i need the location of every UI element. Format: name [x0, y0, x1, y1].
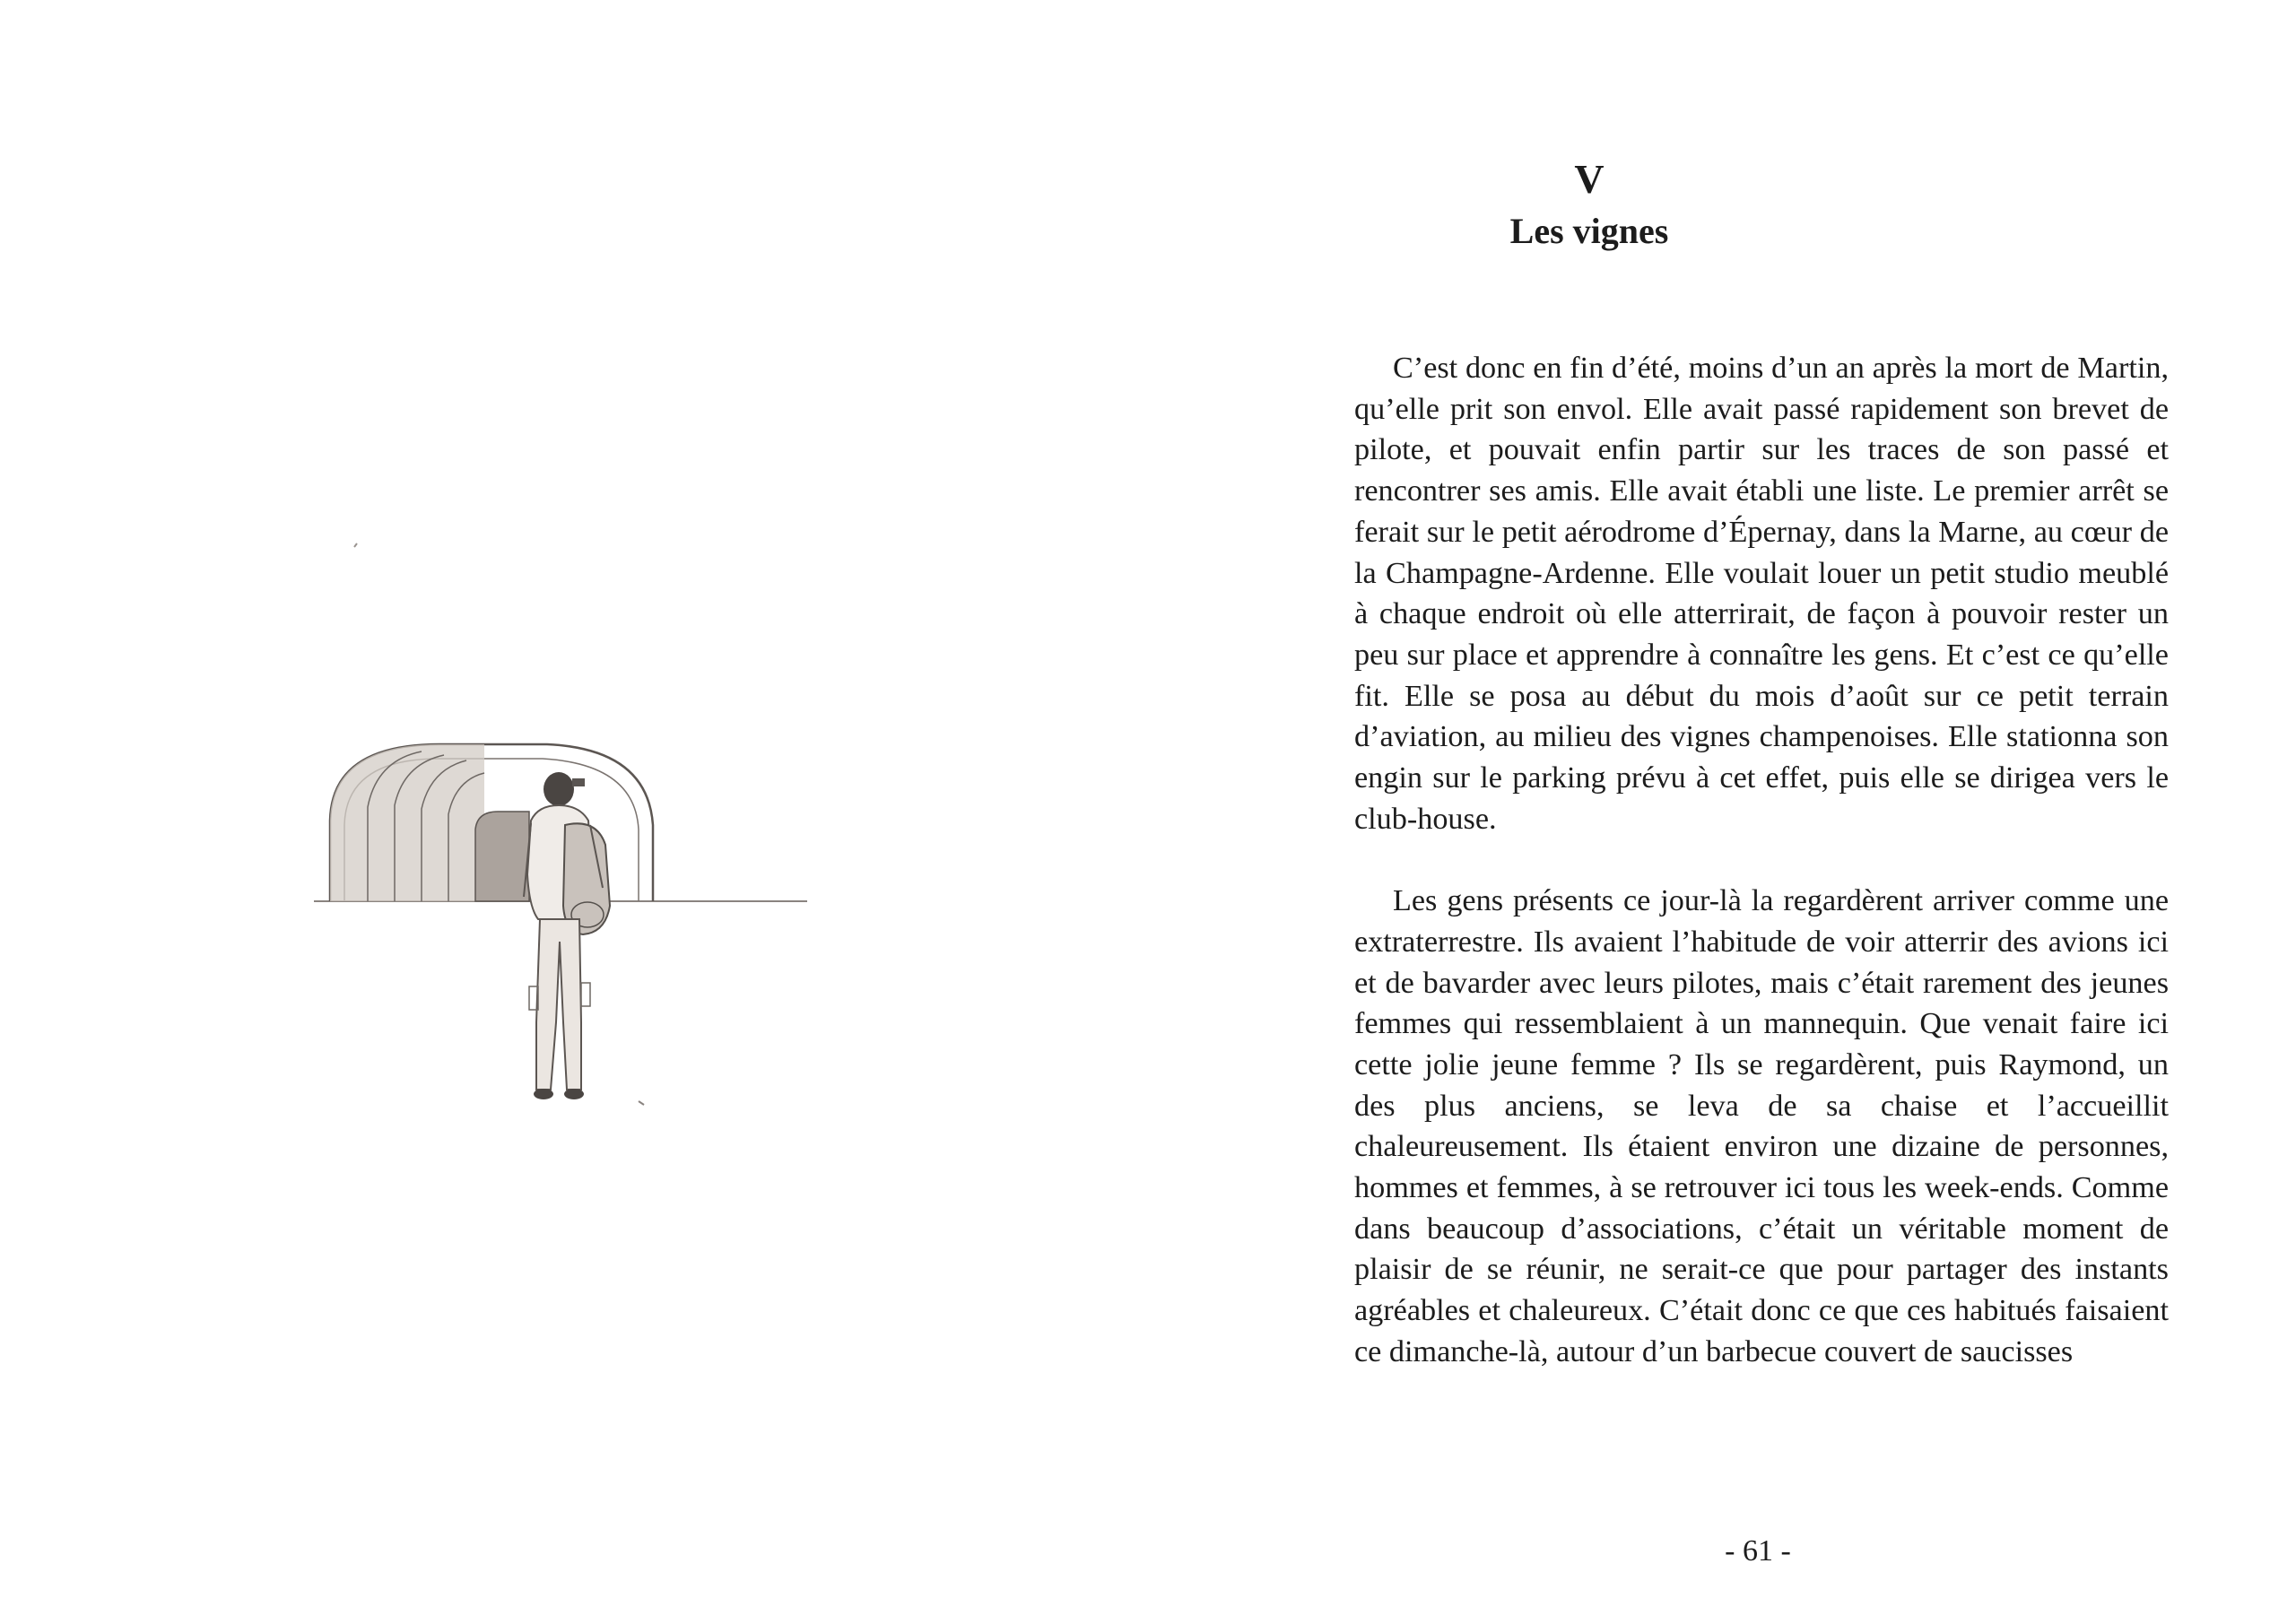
chapter-number: V [1574, 156, 1605, 202]
page-number: - 61 - [1725, 1534, 1791, 1568]
chapter-title: Les vignes [1509, 211, 1669, 251]
hangar-woman-illustration [305, 520, 825, 1112]
chapter-body [1354, 348, 2169, 1373]
paragraph-1: C’est donc en fin d’été, moins d’un an après la mort de Martin, qu’elle prit son envol. Elle avait passé rapidement son brevet de pilote, et pouvait enfin partir sur les traces de son passé et rencontrer ses amis. Elle avait établi une liste. Le premier arrêt se ferait sur le petit aérodrome d’Épernay, dans la Marne, au cœur de la Champagne-Ardenne. Elle voulait louer un petit studio meublé à chaque endroit où elle atterrirait, de façon à pouvoir rester un peu sur place et apprendre à connaître les gens. Et c’est ce qu’elle fit. Elle se posa au début du mois d’août sur ce petit terrain d’aviation, au milieu des vignes champenoises. Elle stationna son engin sur le parking prévu à cet effet, puis elle se dirigea vers le club-house. [1354, 352, 2169, 836]
paragraph-2: Les gens présents ce jour-là la regardèrent arriver comme une extraterrestre. Ils avaient l’habitude de voir atterrir des avions ici et de bavarder avec leurs pilotes, mais c’était rarement des jeunes femmes qui ressemblaient à un mannequin. Que venait faire ici cette jolie jeune femme ? Ils se regardèrent, puis Raymond, un des plus anciens, se leva de sa chaise et l’accueillit chaleureusement. Ils étaient environ une dizaine de personnes, hommes et femmes, à se retrouver ici tous les week-ends. Comme dans beaucoup d’associations, c’était un véritable moment de plaisir de se réunir, ne serait-ce que pour partager des instants agréables et chaleureux. C’était donc ce que ces habitués faisaient ce dimanche-là, autour d’un barbecue couvert de saucisses [1354, 884, 2169, 1368]
chapter-heading [1356, 152, 1822, 256]
right-page [1148, 0, 2296, 1607]
